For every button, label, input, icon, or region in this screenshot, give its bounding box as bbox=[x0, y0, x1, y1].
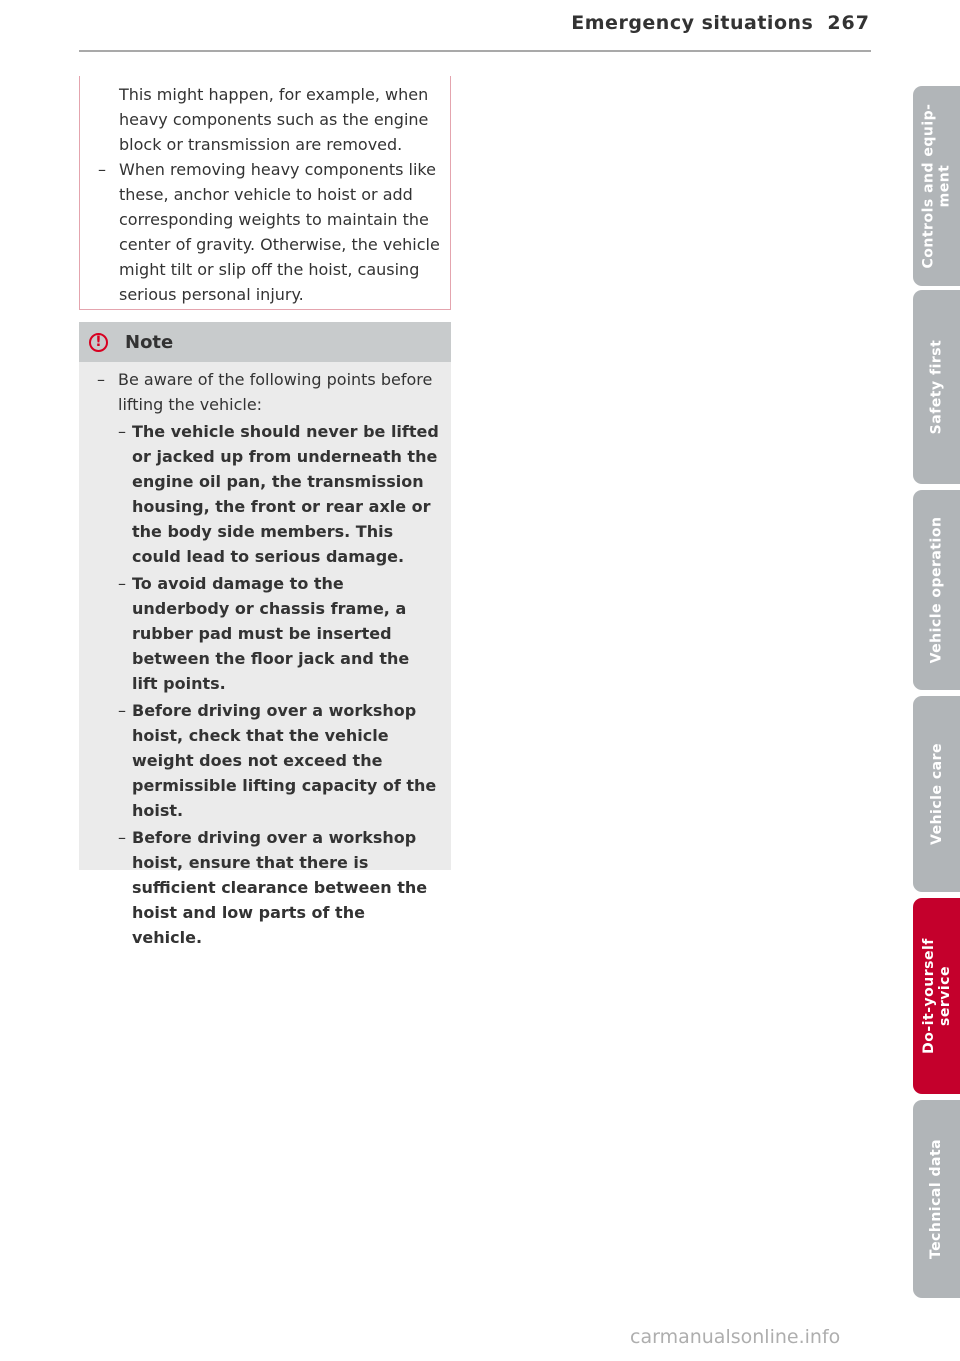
note-intro: – Be aware of the following points before lifting the vehicle: bbox=[97, 367, 439, 417]
tab-safety-first[interactable] bbox=[913, 290, 960, 484]
list-item: – The vehicle should never be lifted or jacked up from underneath the engine oil pan, the transmission housing, the front or rear axle or the body side members. This could lead to serious damage. bbox=[118, 419, 439, 569]
tab-label: Technical data bbox=[928, 1138, 945, 1260]
warning-continuation: This might happen, for example, when heavy components such as the engine block or transmission are removed. bbox=[119, 85, 429, 154]
tab-label: Controls and equip- ment bbox=[920, 103, 953, 269]
tab-label: Vehicle operation bbox=[928, 516, 945, 664]
tab-do-it-yourself-service[interactable] bbox=[913, 898, 960, 1094]
warning-box bbox=[79, 76, 451, 310]
tab-label: Do-it-yourself service bbox=[920, 938, 953, 1054]
section-title: Emergency situations bbox=[571, 12, 814, 34]
exclamation-circle-icon: ! bbox=[89, 333, 108, 352]
tab-label: Safety first bbox=[928, 339, 945, 435]
note-list bbox=[118, 419, 439, 950]
warning-item: – When removing heavy components like these, anchor vehicle to hoist or add corresponding weights to maintain the center of gravity. Otherwise, the vehicle might tilt or slip off the hoist, causing serious personal injury. bbox=[98, 157, 440, 307]
list-item: – Before driving over a workshop hoist, ensure that there is sufficient clearance between the hoist and low parts of the vehicle. bbox=[118, 825, 439, 950]
tab-vehicle-care[interactable] bbox=[913, 696, 960, 892]
watermark-link[interactable]: carmanualsonline.info bbox=[630, 1326, 841, 1348]
note-title: Note bbox=[125, 331, 174, 353]
tab-controls-and-equipment[interactable] bbox=[913, 86, 960, 286]
note-header bbox=[79, 322, 451, 362]
note-body bbox=[79, 362, 451, 950]
page-number: 267 bbox=[827, 12, 870, 34]
tab-technical-data[interactable] bbox=[913, 1100, 960, 1298]
tab-vehicle-operation[interactable] bbox=[913, 490, 960, 690]
page-header bbox=[571, 12, 870, 34]
list-item: – Before driving over a workshop hoist, check that the vehicle weight does not exceed the permissible lifting capacity of the hoist. bbox=[118, 698, 439, 823]
list-item: – To avoid damage to the underbody or chassis frame, a rubber pad must be inserted between the floor jack and the lift points. bbox=[118, 571, 439, 696]
tab-label: Vehicle care bbox=[928, 743, 945, 845]
note-box bbox=[79, 322, 451, 947]
header-rule bbox=[79, 50, 871, 52]
